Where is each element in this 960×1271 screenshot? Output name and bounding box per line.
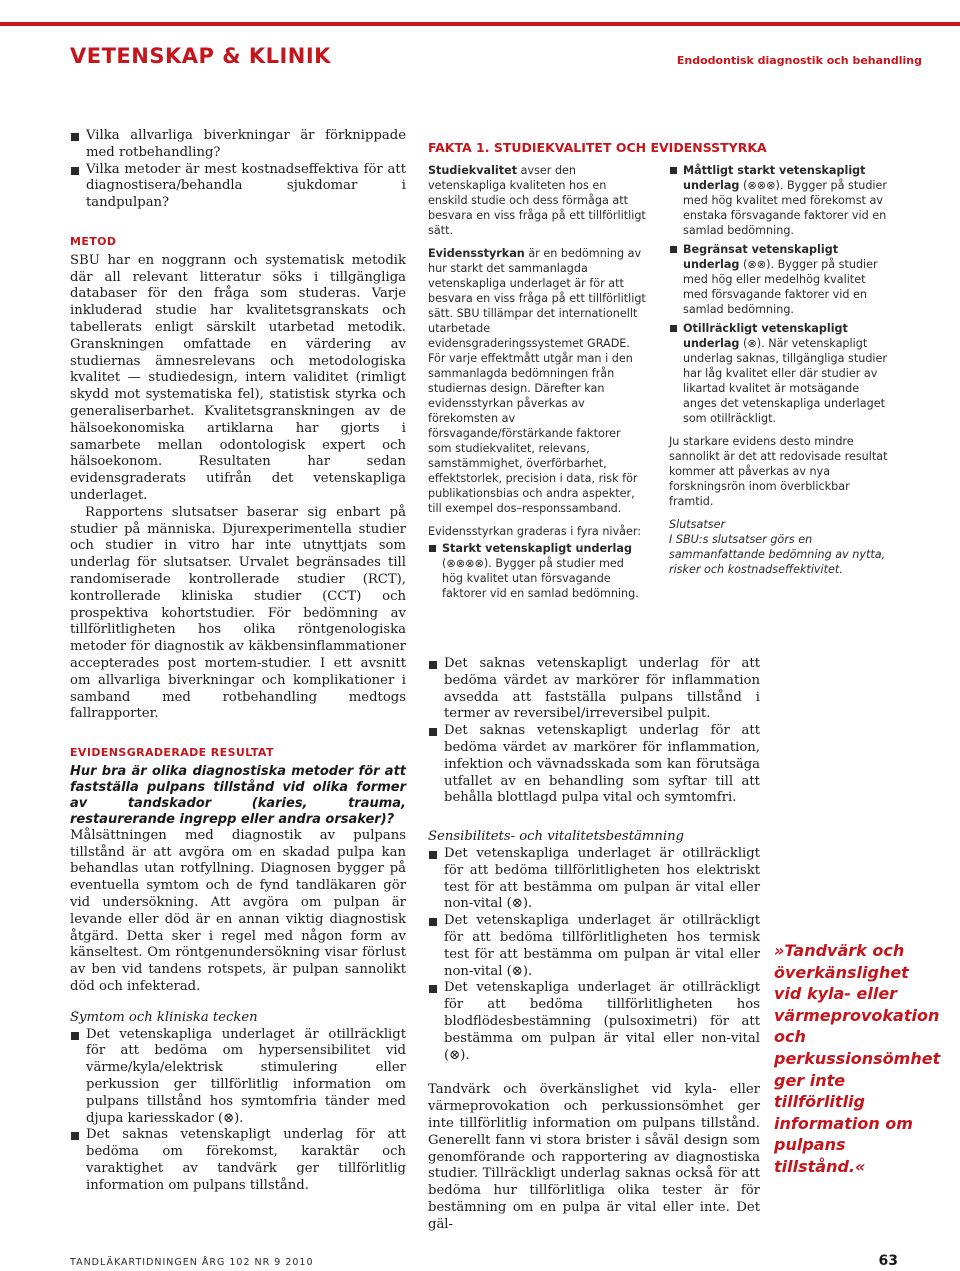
level-text: (⊗⊗⊗). Bygger på studier med hög kvalitet med förekomst av enstaka försvagande faktorer vid en samlad bedömning. bbox=[683, 179, 888, 237]
fact-box-title: FAKTA 1. STUDIEKVALITET OCH EVIDENSSTYRKA bbox=[428, 140, 767, 155]
sens-heading: Sensibilitets- och vitalitetsbestämning bbox=[428, 829, 685, 845]
evidence-note: Ju starkare evidens desto mindre sannolikt är det att redovisade resultat kommer att påverkas av nya forskningsrön inom överblickbar framtid. bbox=[669, 435, 888, 508]
fact-column-2 bbox=[669, 163, 888, 605]
list-item: Det saknas vetenskapligt underlag för att bedöma om förekomst, karaktär och varaktighet av tandvärk ger tillförlitlig information om pulpans tillstånd. bbox=[70, 1127, 406, 1194]
article-subtitle: Endodontisk diagnostik och behandling bbox=[676, 54, 922, 67]
header-rule bbox=[0, 22, 960, 26]
evidensstyrka-term: Evidensstyrkan bbox=[428, 247, 525, 260]
level-name: Otillräckligt vetenskapligt underlag bbox=[683, 322, 848, 350]
level-list bbox=[428, 541, 647, 601]
list-item: Det vetenskapliga underlaget är otillräckligt för att bedöma tillförlitligheten hos elektriskt test för att bestämma om pulpan är vital eller non-vital (⊗). bbox=[428, 846, 760, 913]
marker-bullet-list bbox=[428, 656, 760, 807]
level-text: (⊗⊗). Bygger på studier med hög eller medelhög kvalitet med försvagande faktorer vid en samlad bedömning. bbox=[683, 258, 878, 316]
level-text: (⊗). När vetenskapligt underlag saknas, tillgängliga studier har låg kvalitet eller där studier av likartad kvalitet är motsägande anges det vetenskapliga underlaget som otillräckligt. bbox=[683, 337, 888, 425]
left-column bbox=[70, 128, 406, 1195]
level-item bbox=[428, 541, 647, 601]
evidens-heading: EVIDENSGRADERADE RESULTAT bbox=[70, 746, 274, 760]
studiekvalitet-term: Studiekvalitet bbox=[428, 164, 518, 177]
fact-box bbox=[428, 140, 888, 605]
fact-column-1 bbox=[428, 163, 647, 605]
symtom-heading: Symtom och kliniska tecken bbox=[70, 1009, 258, 1025]
list-item: Vilka allvarliga biverkningar är förknippade med rotbehandling? bbox=[70, 128, 406, 162]
level-item bbox=[669, 242, 888, 317]
pull-quote: »Tandvärk och överkänslighet vid kyla- eller värmeprovokation och perkussionsömhet ger inte tillförlitlig information om pulpans tillstånd.« bbox=[774, 941, 941, 1176]
journal-footer: TANDLÄKARTIDNINGEN ÅRG 102 NR 9 2010 bbox=[70, 1257, 314, 1268]
metod-paragraph-2: Rapportens slutsatser baserar sig enbart på studier på människa. Djurexperimentella studier och studier in vitro har inte utnyttjats som underlag för slutsatser. Urvalet begränsades till randomiserade kontrollerade studier (RCT), kontrollerade kliniska studier (CCT) och prospektiva kohortstudier. För bedömning av tillförlitligheten hos olika röntgenologiska metoder för diagnostik av käkbensinflammationer accepterades post mortem-studier. I ett avsnitt om allvarliga biverkningar och komplikationer i samband med rotbehandling medtogs fallrapporter. bbox=[70, 504, 406, 722]
level-text: (⊗⊗⊗⊗). Bygger på studier med hög kvalitet utan försvagande faktorer vid en samlad bedömning. bbox=[442, 557, 639, 600]
level-item bbox=[669, 163, 888, 238]
closing-paragraph: Tandvärk och överkänslighet vid kyla- eller värmeprovokation och perkussionsömhet ger inte tillförlitlig information om pulpans tillstånd. Generellt fann vi stora brister i såväl design som genomförande och rapportering av diagnostiska studier. Tillräckligt underlag saknas också för att bedöma hur tillförlitliga olika tester är för bestämning om en pulpa är vital eller inte. Det gäl- bbox=[428, 1082, 760, 1232]
intro-bullet-list bbox=[70, 128, 406, 212]
evidensstyrka-text: är en bedömning av hur starkt det sammanlagda vetenskapliga underlaget är för att besvara en viss fråga på ett tillförlitligt sätt. SBU tillämpar det internationellt utarbetade evidensgraderingssystemet GRADE. För varje effektmått utgår man i den sammanlagda bedömningen från studiernas design. Därefter kan evidensstyrkan påverkas av förekomsten av försvagande/förstärkande faktorer som studiekvalitet, relevans, samstämmighet, överförbarhet, effektstorlek, precision i data, risk för publikationsbias och andra aspekter, till exempel dos–responssamband. bbox=[428, 247, 646, 515]
metod-paragraph-1: SBU har en noggrann och systematisk metodik där all relevant litteratur söks i tillgängliga databaser för den fråga som studeras. Varje inkluderad studie har kvalitetsgranskats och tabellerats enligt särskilt utarbetad metodik. Granskningen omfattade en värdering av studiernas ämnesrelevans och metodologiska kvalitet — studiedesign, intern validitet (rimligt skydd mot systematiska fel), statistisk styrka och generaliserbarhet. Kvalitetsgranskningen av de hälsoekonomiska artiklarna har gjorts i samarbete mellan odontologisk expert och hälsoekonom. Resultaten har sedan evidensgraderats utifrån det vetenskapliga underlaget. bbox=[70, 252, 406, 503]
sens-bullet-list bbox=[428, 846, 760, 1064]
level-item bbox=[669, 321, 888, 426]
list-item: Vilka metoder är mest kostnadseffektiva för att diagnostisera/behandla sjukdomar i tandpulpan? bbox=[70, 162, 406, 212]
level-name: Begränsat vetenskapligt underlag bbox=[683, 243, 839, 271]
level-name: Måttligt starkt vetenskapligt underlag bbox=[683, 164, 866, 192]
slutsatser-heading: Slutsatser bbox=[669, 518, 726, 531]
slutsatser-text: I SBU:s slutsatser görs en sammanfattande bedömning av nytta, risker och kostnadseffektivitet. bbox=[669, 533, 886, 576]
evidens-paragraph: Målsättningen med diagnostik av pulpans tillstånd är att avgöra om en skadad pulpa kan behandlas utan rotfyllning. Diagnosen bygger på eventuella symtom och de fynd tandläkaren gör vid undersökning. Att avgöra om pulpan är levande eller död är en annan viktig diagnostisk åtgärd. Detta sker i regel med någon form av känseltest. Om röntgenundersökning visar förlust av ben vid tandens rotspets, är pulpan sannolikt död och infekterad. bbox=[70, 827, 406, 995]
studiekvalitet-text: avser den vetenskapliga kvaliteten hos en enskild studie och dess förmåga att besvara en viss fråga på ett tillförlitligt sätt. bbox=[428, 164, 646, 237]
right-column bbox=[428, 656, 760, 1234]
symtom-bullet-list bbox=[70, 1027, 406, 1195]
list-item: Det vetenskapliga underlaget är otillräckligt för att bedöma om hypersensibilitet vid värme/kyla/elektrisk stimulering eller perkussion ger tillförlitlig information om pulpans tillstånd hos symtomfria tänder med djupa kariesskador (⊗). bbox=[70, 1027, 406, 1128]
list-item: Det vetenskapliga underlaget är otillräckligt för att bedöma tillförlitligheten hos blodflödesbestämning (pulsoximetri) för att bestämma om pulpan är vital eller non-vital (⊗). bbox=[428, 980, 760, 1064]
section-title: VETENSKAP & KLINIK bbox=[70, 44, 331, 68]
metod-heading: METOD bbox=[70, 234, 117, 248]
level-list bbox=[669, 163, 888, 426]
level-name: Starkt vetenskapligt underlag bbox=[442, 542, 632, 555]
levels-intro: Evidensstyrkan graderas i fyra nivåer: bbox=[428, 525, 642, 538]
page-number: 63 bbox=[878, 1253, 898, 1269]
list-item: Det vetenskapliga underlaget är otillräckligt för att bedöma tillförlitligheten hos termisk test för att bestämma om pulpan är vital eller non-vital (⊗). bbox=[428, 913, 760, 980]
list-item: Det saknas vetenskapligt underlag för att bedöma värdet av markörer för inflammation avsedda att fastställa pulpans tillstånd i termer av reversibel/irreversibel pulpit. bbox=[428, 656, 760, 723]
evidensstyrka-paragraph bbox=[428, 246, 647, 516]
evidens-question: Hur bra är olika diagnostiska metoder för att fastställa pulpans tillstånd vid olika former av tandskador (karies, trauma, restaurerande ingrepp eller andra orsaker)? bbox=[70, 763, 406, 827]
list-item: Det saknas vetenskapligt underlag för att bedöma värdet av markörer för inflammation, infektion och vävnadsskada som kan förutsäga utfallet av en behandling som syftar till att behålla blottlagd pulpa vital och symtomfri. bbox=[428, 723, 760, 807]
studiekvalitet-paragraph bbox=[428, 163, 647, 238]
